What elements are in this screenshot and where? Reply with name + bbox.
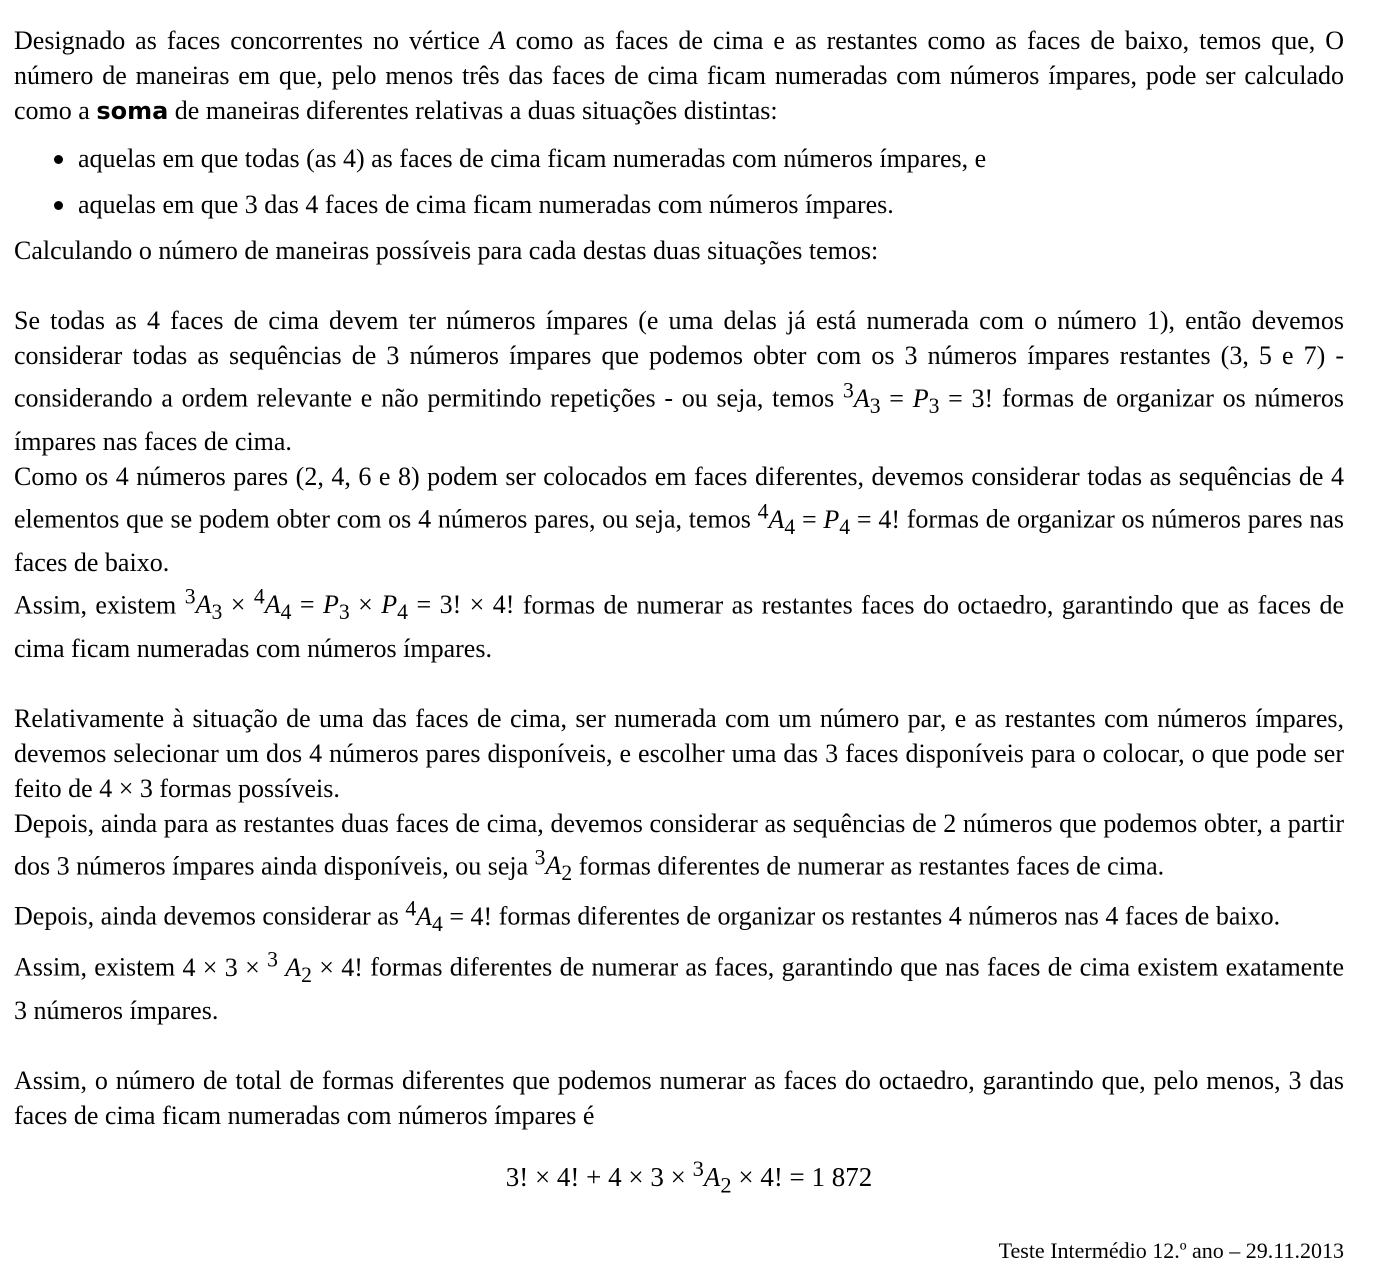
case1-total-paragraph bbox=[14, 580, 1344, 666]
formula-arrangements-even: $^4A_4 = P_4 = 4$! bbox=[757, 498, 900, 539]
final-formula: 3! × 4! + $4 \times 3 \times ^3A_2 \times 4$! = 1 872 bbox=[505, 1156, 873, 1198]
case1-text-c: Como os 4 números pares (2, 4, 6 e 8) podem ser colocados em faces diferentes, devemos considerar todas as sequências de 4 elementos que se podem obter com os 4 números pares, ou seja, temos bbox=[14, 461, 1344, 534]
intro-text-c: de maneiras diferentes relativas a duas situações distintas: bbox=[168, 96, 778, 125]
case2-odd-paragraph bbox=[14, 806, 1344, 892]
case2-text-f: formas diferentes de organizar os restantes 4 números nas 4 faces de baixo. bbox=[492, 902, 1281, 932]
final-result: 1 872 bbox=[811, 1162, 873, 1193]
intro-text-b: como as faces de cima e as restantes como as faces de baixo, temos que, O número de maneiras em que, pelo menos três das faces de cima ficam numeradas com números ímpares, pode ser calculado como a bbox=[14, 26, 1345, 125]
formula-case2-total: 4 × 3 × $^3$ $A_2 \times 4$! bbox=[182, 947, 363, 988]
conclusion-paragraph: Assim, o número de total de formas diferentes que podemos numerar as faces do octaedro, garantindo que, pelo menos, 3 das faces de cima ficam numeradas com números ímpares é bbox=[14, 1066, 1344, 1131]
source-citation: Teste Intermédio 12.º ano – 29.11.2013 bbox=[998, 1238, 1344, 1263]
situation-list bbox=[14, 141, 1344, 222]
case2-total-paragraph bbox=[14, 942, 1344, 1028]
formula-case1-total: $^3A_3 \times ^4A_4 = P_3 \times P_4 = 3$! × 4! bbox=[184, 584, 515, 625]
case2-text-h: formas diferentes de numerar as faces, garantindo que nas faces de cima existem exatamente 3 números ímpares. bbox=[14, 952, 1344, 1026]
document-body bbox=[14, 23, 1344, 1202]
case2-text-g: Assim, existem bbox=[14, 952, 183, 982]
formula-arrangements-two: $^3A_2$ bbox=[534, 845, 573, 886]
case1-paragraph bbox=[14, 303, 1344, 459]
case1-even-paragraph bbox=[14, 459, 1344, 580]
case2-even-paragraph bbox=[14, 891, 1344, 942]
calc-intro: Calculando o número de maneiras possíveis para cada destas duas situações temos: bbox=[14, 236, 879, 265]
vertex-symbol: A bbox=[489, 26, 506, 55]
intro-text-a: Designado as faces concorrentes no vértice bbox=[14, 26, 490, 55]
bold-term: soma bbox=[96, 97, 169, 125]
case2-text-e: Depois, ainda devemos considerar as bbox=[14, 902, 406, 932]
case2-text-d: formas diferentes de numerar as restantes faces de cima. bbox=[572, 851, 1165, 881]
case1-text-e: Assim, existem bbox=[14, 590, 185, 620]
case1-text-b: formas de organizar os números ímpares nas faces de cima. bbox=[14, 383, 1345, 456]
formula-choice: 4 × 3 bbox=[99, 773, 153, 803]
case2-paragraph bbox=[14, 701, 1344, 806]
case1-text-d: formas de organizar os números pares nas faces de baixo. bbox=[14, 504, 1345, 577]
intro-paragraph bbox=[14, 23, 1344, 129]
case1-text-f: formas de numerar as restantes faces do octaedro, garantindo que as faces de cima ficam numeradas com números ímpares. bbox=[14, 590, 1345, 663]
case2-text-b: formas possíveis. bbox=[152, 773, 340, 803]
case1-text-a: Se todas as 4 faces de cima devem ter números ímpares (e uma delas já está numerada com o número 1), então devemos considerar todas as sequências de 3 números ímpares que podemos obter com os 3 números ímpares restantes (3, 5 e 7) - considerando a ordem relevante e não permitindo repetições - ou seja, temos bbox=[14, 306, 1344, 413]
formula-arrangements-four: $^4A_4 = 4$! bbox=[405, 896, 493, 937]
list-item: aquelas em que 3 das 4 faces de cima ficam numeradas com números ímpares. bbox=[14, 187, 1344, 222]
list-item: aquelas em que todas (as 4) as faces de cima ficam numeradas com números ímpares, e bbox=[14, 141, 1344, 176]
case2-text-a: Relativamente à situação de uma das faces de cima, ser numerada com um número par, e as restantes com números ímpares, devemos selecionar um dos 4 números pares disponíveis, e escolher uma das 3 faces disponíveis para o colocar, o que pode ser feito de bbox=[14, 703, 1344, 803]
formula-arrangements-odd: $^3A_3 = P_3 = 3$! bbox=[842, 378, 994, 418]
case2-text-c: Depois, ainda para as restantes duas faces de cima, devemos considerar as sequências de 2 números que podemos obter, a partir dos 3 números ímpares ainda disponíveis, ou seja bbox=[14, 808, 1344, 881]
